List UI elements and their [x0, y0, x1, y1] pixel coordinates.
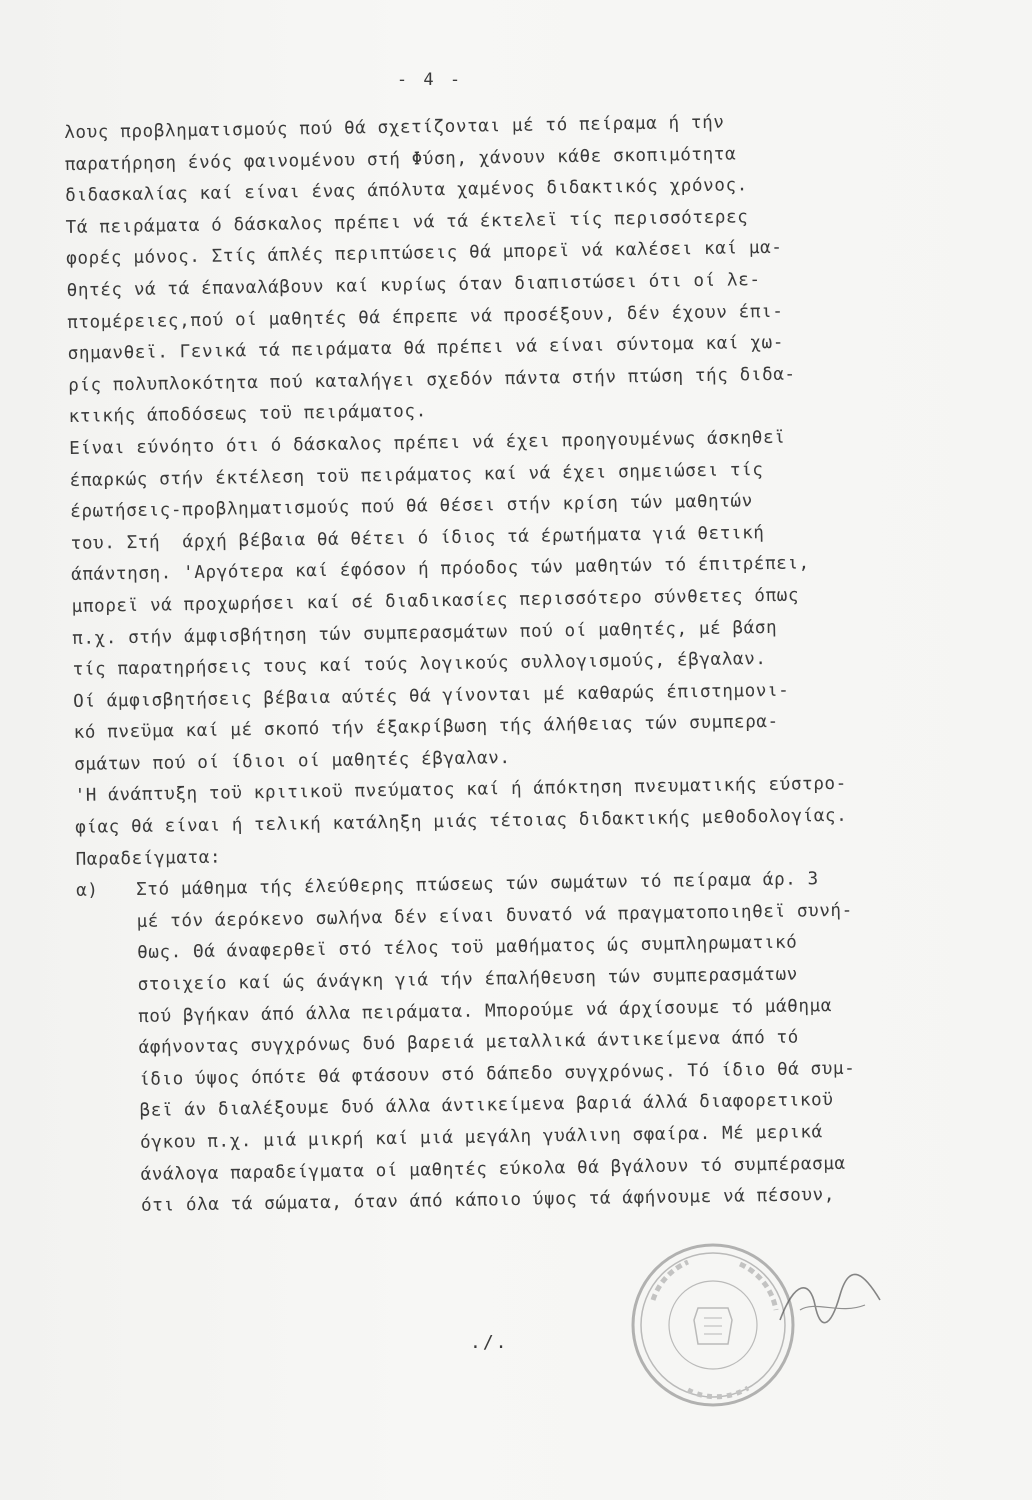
text-line: π.χ. στήν άμφισβήτηση τών συμπερασμάτων πού οί μαθητές, μέ βάση	[72, 617, 778, 649]
text-line: 'Η άνάπτυξη τοϋ κριτικοϋ πνεύματος καί ή άπόκτηση πνευματικής εύστρο-	[74, 774, 847, 807]
text-line: ρίς πολυπλοκότητα πού καταλήγει σχεδόν πάντα στήν πτώση τής διδα-	[68, 364, 796, 396]
continuation-mark: ./.	[470, 1332, 509, 1353]
example-line: πού βγήκαν άπό άλλα πειράματα. Μπορούμε νά άρχίσουμε τό μάθημα	[137, 995, 833, 1027]
example-line: βεϊ άν διαλέξουμε δυό άλλα άντικείμενα βαριά άλλά διαφορετικοϋ	[139, 1090, 834, 1122]
example-marker: α)	[75, 880, 99, 902]
text-line: σμάτων πού οί ίδιοι οί μαθητές έβγαλαν.	[74, 747, 511, 775]
text-line: μπορεϊ νά προχωρήσει καί σέ διαδικασίες περισσότερο σύνθετες όπως	[71, 585, 800, 617]
text-line: θητές νά τά έπαναλάβουν καί κυρίως όταν διαπιστώσει ότι οί λε-	[66, 270, 761, 301]
text-line: διδασκαλίας καί είναι ένας άπόλυτα χαμένος διδακτικός χρόνος.	[65, 175, 749, 207]
text-line: Τά πειράματα ό δάσκαλος πρέπει νά τά έκτελεϊ τίς περισσότερες	[65, 207, 749, 238]
text-line: άπάντηση. 'Αργότερα καί έφόσον ή πρόοδος τών μαθητών τό έπιτρέπει,	[71, 553, 810, 586]
text-line: έπαρκώς στήν έκτέλεση τοϋ πειράματος καί νά έχει σημειώσει τίς	[69, 459, 764, 491]
example-line: άφήνοντας συγχρόνως δυό βαρειά μεταλλικά άντικείμενα άπό τό	[138, 1027, 800, 1059]
example-line: στοιχείο καί ώς άνάγκη γιά τήν έπαλήθευση τών συμπερασμάτων	[137, 964, 799, 995]
signature-icon	[770, 1270, 890, 1340]
example-line: όγκου π.χ. μιά μικρή καί μιά μεγάλη γυάλινη σφαίρα. Μέ μερικά	[139, 1122, 823, 1153]
text-line: παρατήρηση ένός φαινομένου στή Φύση, χάνουν κάθε σκοπιμότητα	[64, 144, 737, 175]
text-line: πτομέρειες,πού οί μαθητές θά έπρεπε νά προσέξουν, δέν έχουν έπι-	[67, 301, 784, 333]
section-heading: Παραδείγματα:	[75, 847, 222, 870]
text-line: τίς παρατηρήσεις τους καί τούς λογικούς συλλογισμούς, έβγαλαν.	[72, 649, 767, 681]
example-line: άνάλογα παραδείγματα οί μαθητές εύκολα θά βγάλουν τό συμπέρασμα	[140, 1153, 846, 1185]
text-line: κό πνεϋμα καί μέ σκοπό τήν έξακρίβωση τής άλήθειας τών συμπερα-	[73, 712, 779, 744]
text-line: λους προβληματισμούς πού θά σχετίζονται μέ τό πείραμα ή τήν	[64, 112, 725, 143]
text-line: Είναι εύνόητο ότι ό δάσκαλος πρέπει νά έχει προηγουμένως άσκηθεϊ	[69, 427, 786, 459]
page-number: - 4 -	[396, 70, 464, 90]
text-line: σημανθεϊ. Γενικά τά πειράματα θά πρέπει νά είναι σύντομα καί χω-	[67, 332, 785, 365]
text-line: έρωτήσεις-προβληματισμούς πού θά θέσει στήν κρίση τών μαθητών	[70, 491, 753, 523]
body-text	[64, 104, 981, 1224]
text-line: του. Στή άρχή βέβαια θά θέτει ό ίδιος τά έρωτήματα γιά θετική	[70, 522, 765, 554]
text-line: Οί άμφισβητήσεις βέβαια αύτές θά γίνονται μέ καθαρώς έπιστημονι-	[73, 680, 790, 712]
example-line: ίδιο ύψος όπότε θά φτάσουν στό δάπεδο συγχρόνως. Τό ίδιο θά συμ-	[138, 1058, 856, 1090]
example-line: θως. Θά άναφερθεϊ στό τέλος τοϋ μαθήματος ώς συμπληρωματικό	[136, 933, 798, 964]
example-line: ότι όλα τά σώματα, όταν άπό κάποιο ύψος τά άφήνουμε νά πέσουν,	[140, 1185, 836, 1217]
example-line: μέ τόν άερόκενο σωλήνα δέν είναι δυνατό νά πραγματοποιηθεϊ συνή-	[136, 900, 854, 932]
example-text: Στό μάθημα τής έλεύθερης πτώσεως τών σωμάτων τό πείραμα άρ. 3	[135, 869, 819, 901]
text-line: φίας θά είναι ή τελική κατάληξη μιάς τέτοιας διδακτικής μεθοδολογίας.	[74, 805, 848, 838]
text-line: φορές μόνος. Στίς άπλές περιπτώσεις θά μπορεϊ νά καλέσει καί μα-	[66, 238, 783, 270]
text-line: κτικής άποδόσεως τοϋ πειράματος.	[68, 401, 427, 428]
